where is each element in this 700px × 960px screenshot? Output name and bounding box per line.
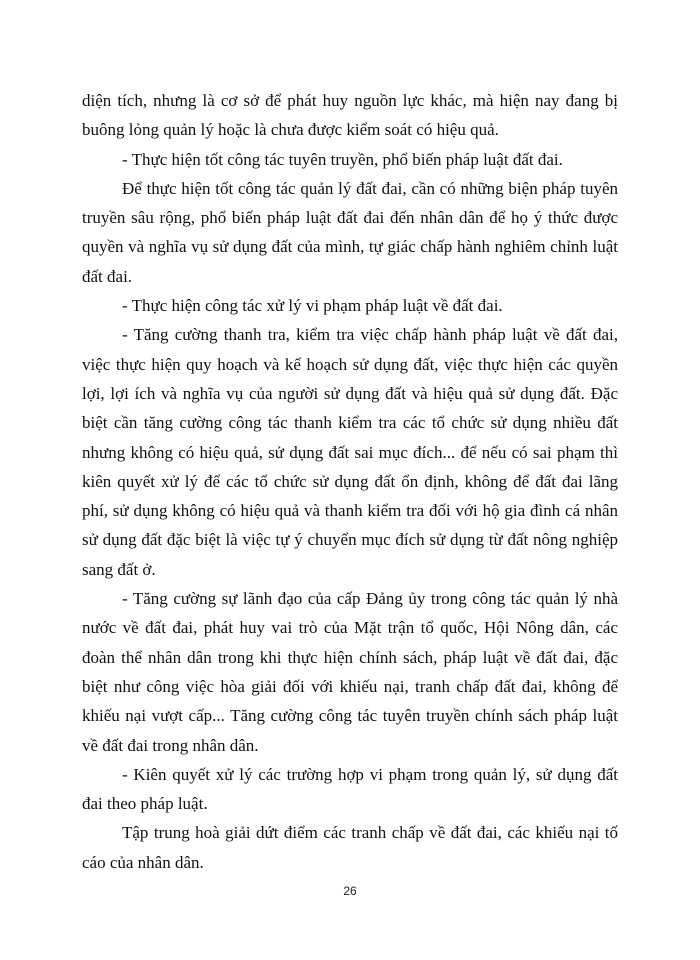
paragraph-bullet-propaganda: - Thực hiện tốt công tác tuyên truyền, phổ biến pháp luật đất đai. (122, 149, 563, 169)
paragraph-bullet-violations: - Thực hiện công tác xử lý vi phạm pháp luật về đất đai. (122, 296, 503, 316)
document-body (82, 86, 618, 877)
paragraph-continuation: diện tích, nhưng là cơ sở để phát huy nguồn lực khác, mà hiện nay đang bị buông lỏng quản lý hoặc là chưa được kiểm soát có hiệu quả. (82, 91, 618, 140)
paragraph-bullet-inspection: - Tăng cường thanh tra, kiểm tra việc chấp hành pháp luật về đất đai, việc thực hiện quy hoạch và kế hoạch sử dụng đất, việc thực hiện các quyền lợi, lợi ích và nghĩa vụ của người sử dụng đất và hiệu quả sử dụng đất. Đặc biệt cần tăng cường công tác thanh kiểm tra các tổ chức sử dụng nhiều đất nhưng không có hiệu quả, sử dụng đất sai mục đích... để nếu có sai phạm thì kiên quyết xử lý để các tổ chức sử dụng đất ổn định, không để đất đai lãng phí, sử dụng không có hiệu quả và thanh kiểm tra đối với hộ gia đình cá nhân sử dụng đất đặc biệt là việc tự ý chuyển mục đích sử dụng từ đất nông nghiệp sang đất ở. (82, 325, 618, 579)
page-number: 26 (343, 884, 357, 898)
paragraph-propaganda-detail: Để thực hiện tốt công tác quản lý đất đai, cần có những biện pháp tuyên truyền sâu rộng, phổ biến pháp luật đất đai đến nhân dân để họ ý thức được quyền và nghĩa vụ sử dụng đất của mình, tự giác chấp hành nghiêm chỉnh luật đất đai. (82, 178, 618, 286)
paragraph-mediation: Tập trung hoà giải dứt điểm các tranh chấp về đất đai, các khiếu nại tố cáo của nhân dân. (82, 823, 618, 872)
paragraph-bullet-enforcement: - Kiên quyết xử lý các trường hợp vi phạm trong quản lý, sử dụng đất đai theo pháp luật. (82, 764, 618, 814)
paragraph-bullet-leadership: - Tăng cường sự lãnh đạo của cấp Đảng ủy trong công tác quản lý nhà nước về đất đai, phát huy vai trò của Mặt trận tổ quốc, Hội Nông dân, các đoàn thể nhân dân trong khi thực hiện chính sách, pháp luật về đất đai, đặc biệt như công việc hòa giải đối với khiếu nại, tranh chấp đất đai, không để khiếu nại vượt cấp... Tăng cường công tác tuyên truyền chính sách pháp luật về đất đai trong nhân dân. (82, 589, 618, 755)
